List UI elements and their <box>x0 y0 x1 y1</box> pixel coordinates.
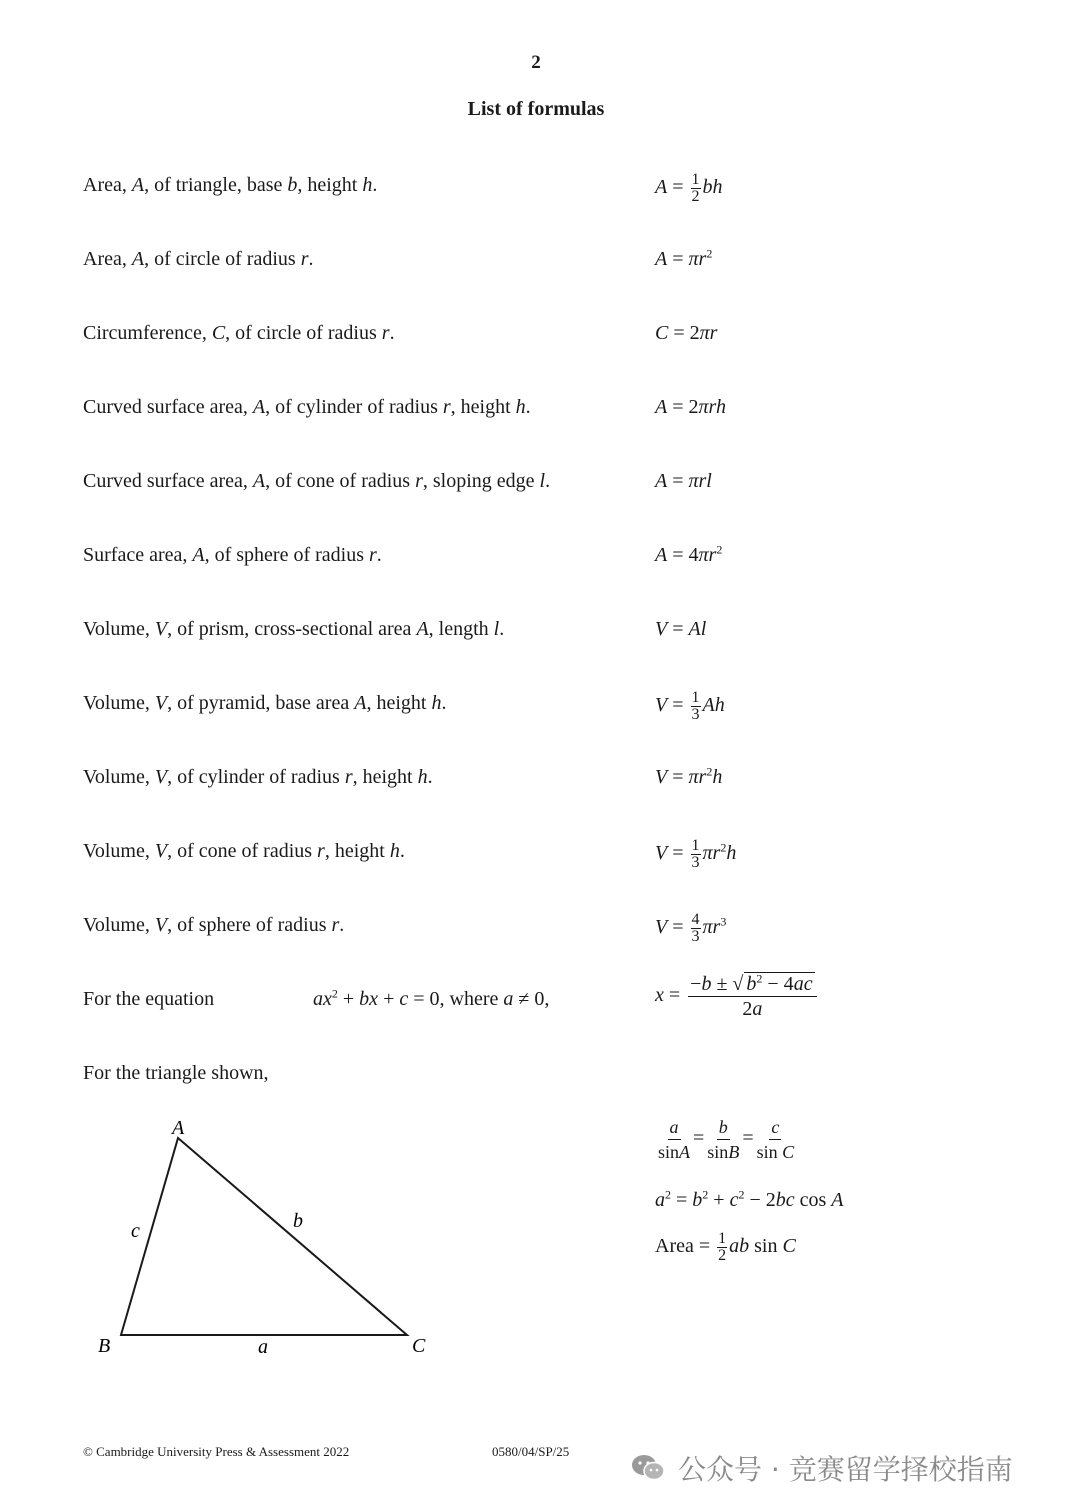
side-a-label: a <box>258 1336 268 1358</box>
formula-label-cylinder-volume: Volume, V, of cylinder of radius r, height h. <box>83 766 433 788</box>
formula-prism-volume: V = Al <box>655 618 707 640</box>
formula-label-cone-volume: Volume, V, of cone of radius r, height h. <box>83 840 405 862</box>
vertex-C-label: C <box>412 1335 426 1357</box>
formula-label-sphere-surface: Surface area, A, of sphere of radius r. <box>83 544 382 566</box>
formula-label-pyramid-volume: Volume, V, of pyramid, base area A, height h. <box>83 692 447 714</box>
formula-cone-volume: V = $\frac{1}{3}$ $\pi r^2h$ <box>655 837 737 871</box>
side-c-label: c <box>131 1220 140 1242</box>
vertex-B-label: B <box>98 1335 111 1357</box>
triangle-shape <box>121 1138 407 1335</box>
formula-label-sphere-volume: Volume, V, of sphere of radius r. <box>83 914 345 936</box>
watermark-text: 公众号 · 竞赛留学择校指南 <box>678 1453 1013 1486</box>
side-b-label: b <box>293 1210 303 1232</box>
wechat-icon <box>630 1453 666 1483</box>
formula-triangle-area: A = $\frac{1}{2}$ bh <box>655 171 723 205</box>
formula-label-cylinder-surface: Curved surface area, A, of cylinder of radius r, height h. <box>83 396 531 418</box>
cosine-rule: $a^2 = b^2 + c^2 - 2bc$ cos A <box>655 1187 844 1211</box>
formula-label-circumference: Circumference, C, of circle of radius r. <box>83 322 395 344</box>
formula-cylinder-surface: A = 2πrh <box>655 396 726 418</box>
triangle-diagram <box>90 1110 450 1360</box>
watermark <box>630 1450 1060 1486</box>
formula-sphere-volume: V = $\frac{4}{3}$ $\pi r^3$ <box>655 911 727 945</box>
paper-code: 0580/04/SP/25 <box>492 1444 570 1459</box>
page-number: 2 <box>531 52 541 73</box>
page-title: List of formulas <box>467 98 605 120</box>
quadratic-label: For the equation <box>83 988 215 1010</box>
triangle-intro: For the triangle shown, <box>83 1062 269 1084</box>
copyright-notice: © Cambridge University Press & Assessment 2022 <box>83 1444 350 1459</box>
formula-label-cone-surface: Curved surface area, A, of cone of radius r, sloping edge l. <box>83 470 551 492</box>
sine-rule: $\frac{a}{\sin A}$ = $\frac{b}{\sin B}$ = $\frac{c}{\text{sin C}}$ <box>658 1117 795 1162</box>
formula-label-circle-area: Area, A, of circle of radius r. <box>83 248 314 270</box>
vertex-A-label: A <box>172 1117 185 1139</box>
formula-circumference: C = 2πr <box>655 322 718 344</box>
formula-circle-area: $A = \pi r^2$ <box>655 246 713 270</box>
formula-cylinder-volume: $V = \pi r^2h$ <box>655 764 723 788</box>
triangle-area-rule: Area = $\frac{1}{2}$ ab sin C <box>655 1230 796 1264</box>
formula-label-triangle-area: Area, A, of triangle, base b, height h. <box>83 174 378 196</box>
formula-sphere-surface: $A = 4\pi r^2$ <box>655 542 723 566</box>
formula-label-prism-volume: Volume, V, of prism, cross-sectional area A, length l. <box>83 618 505 640</box>
formula-cone-surface: A = πrl <box>655 470 712 492</box>
quadratic-equation: $ax^2$ + bx + c = 0, where a ≠ 0, <box>313 986 550 1010</box>
formula-pyramid-volume: V = $\frac{1}{3}$ Ah <box>655 689 725 723</box>
quadratic-formula: x = $\frac{-b \pm √ b^2 - 4ac}{2a}$ <box>655 972 820 1021</box>
